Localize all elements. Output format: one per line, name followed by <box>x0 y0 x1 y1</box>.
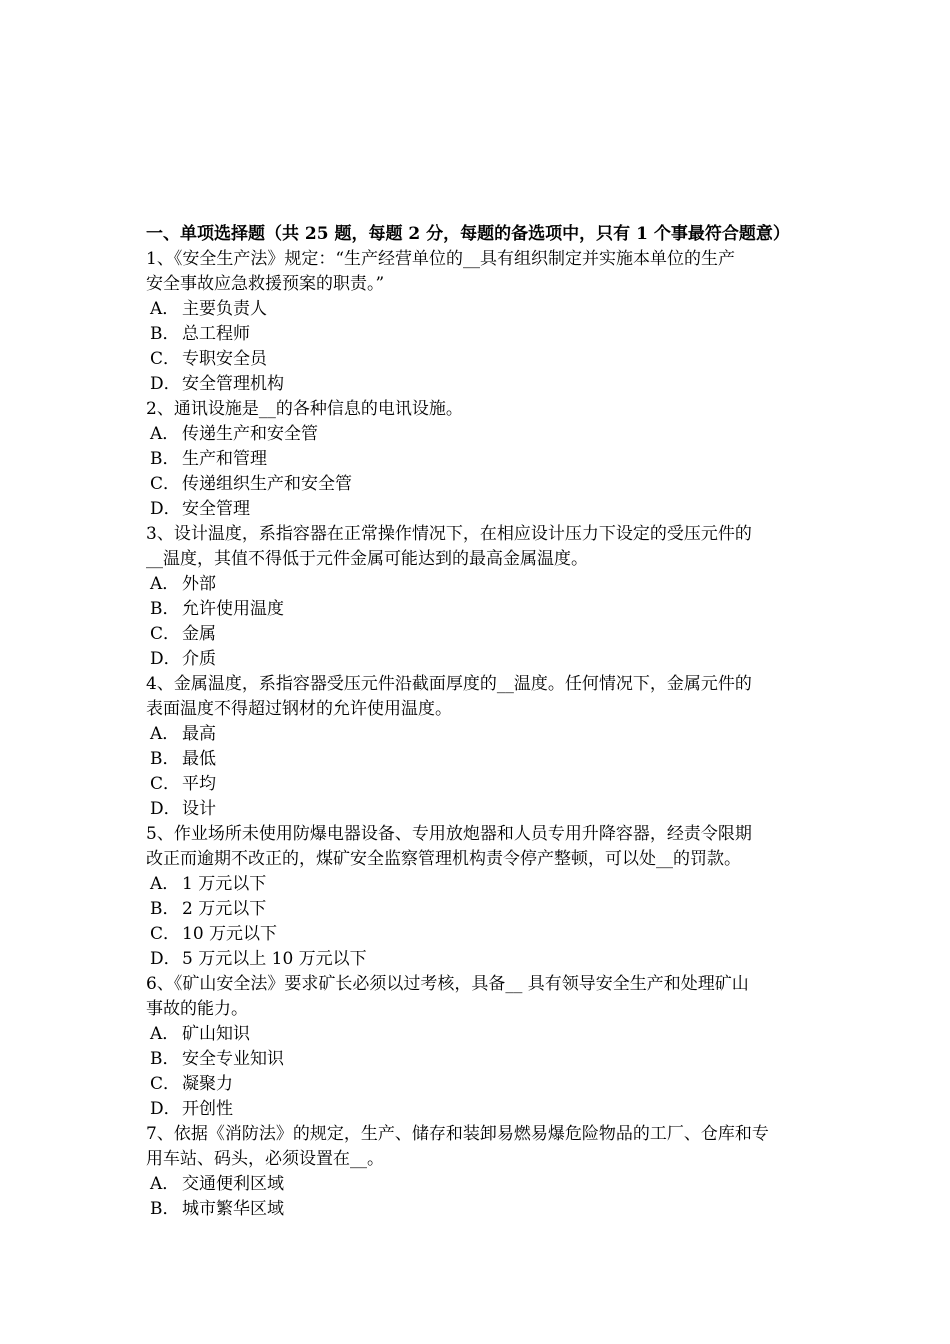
question-stem-line: 用车站、码头，必须设置在__。 <box>146 1149 384 1169</box>
option-text: 允许使用温度 <box>182 599 284 619</box>
option-letter: B． <box>150 1049 180 1069</box>
option-text: 凝聚力 <box>182 1074 233 1094</box>
answer-option <box>146 947 816 972</box>
answer-option <box>146 772 816 797</box>
question-block <box>146 972 816 1122</box>
answer-option <box>146 1022 816 1047</box>
question-block <box>146 822 816 972</box>
answer-option <box>146 572 816 597</box>
option-text: 开创性 <box>182 1099 233 1119</box>
question-stem-line: 2、通讯设施是__的各种信息的电讯设施。 <box>146 399 463 419</box>
option-letter: C． <box>150 1074 181 1094</box>
document-page <box>146 222 816 1222</box>
answer-option <box>146 747 816 772</box>
answer-option <box>146 472 816 497</box>
option-letter: B． <box>150 449 180 469</box>
option-text: 1 万元以下 <box>182 874 267 894</box>
option-text: 2 万元以下 <box>182 899 267 919</box>
option-text: 10 万元以下 <box>182 924 278 944</box>
section-title: 一、单项选择题（共 25 题，每题 2 分，每题的备选项中，只有 1 个事最符合题意） <box>146 224 790 244</box>
answer-option <box>146 1047 816 1072</box>
answer-option <box>146 297 816 322</box>
option-letter: D． <box>150 949 181 969</box>
option-letter: C． <box>150 924 181 944</box>
question-stem-line: __温度，其值不得低于元件金属可能达到的最高金属温度。 <box>146 549 588 569</box>
answer-option <box>146 1172 816 1197</box>
option-letter: D． <box>150 799 181 819</box>
option-letter: A． <box>150 724 180 744</box>
answer-option <box>146 597 816 622</box>
question-stem-line: 7、依据《消防法》的规定，生产、储存和装卸易燃易爆危险物品的工厂、仓库和专 <box>146 1124 769 1144</box>
option-text: 最低 <box>182 749 216 769</box>
option-text: 平均 <box>182 774 216 794</box>
option-letter: C． <box>150 774 181 794</box>
question-stem-line: 改正而逾期不改正的，煤矿安全监察管理机构责令停产整顿，可以处__的罚款。 <box>146 849 741 869</box>
option-text: 专职安全员 <box>182 349 267 369</box>
option-letter: B． <box>150 324 180 344</box>
answer-option <box>146 347 816 372</box>
option-text: 安全专业知识 <box>182 1049 284 1069</box>
option-letter: A． <box>150 874 180 894</box>
option-letter: D． <box>150 649 181 669</box>
question-list <box>146 247 816 1222</box>
option-letter: A． <box>150 424 180 444</box>
option-text: 传递生产和安全管 <box>182 424 318 444</box>
option-text: 介质 <box>182 649 216 669</box>
question-block <box>146 397 816 522</box>
question-stem-line: 1、《安全生产法》规定：“生产经营单位的__具有组织制定并实施本单位的生产 <box>146 249 736 269</box>
question-block <box>146 1122 816 1222</box>
option-letter: B． <box>150 749 180 769</box>
question-stem-line: 事故的能力。 <box>146 999 248 1019</box>
question-block <box>146 672 816 822</box>
question-stem-line: 安全事故应急救援预案的职责。” <box>146 274 385 294</box>
answer-option <box>146 647 816 672</box>
answer-option <box>146 922 816 947</box>
option-text: 总工程师 <box>182 324 250 344</box>
answer-option <box>146 722 816 747</box>
answer-option <box>146 422 816 447</box>
option-text: 最高 <box>182 724 216 744</box>
option-text: 城市繁华区域 <box>182 1199 284 1219</box>
answer-option <box>146 622 816 647</box>
answer-option <box>146 897 816 922</box>
question-stem-line: 3、设计温度，系指容器在正常操作情况下，在相应设计压力下设定的受压元件的 <box>146 524 752 544</box>
question-stem-line: 6、《矿山安全法》要求矿长必须以过考核，具备__ 具有领导安全生产和处理矿山 <box>146 974 749 994</box>
answer-option <box>146 322 816 347</box>
question-stem-line: 4、金属温度，系指容器受压元件沿截面厚度的__温度。任何情况下，金属元件的 <box>146 674 752 694</box>
answer-option <box>146 872 816 897</box>
option-letter: B． <box>150 1199 180 1219</box>
answer-option <box>146 1072 816 1097</box>
option-letter: B． <box>150 899 180 919</box>
option-text: 生产和管理 <box>182 449 267 469</box>
option-letter: D． <box>150 499 181 519</box>
question-block <box>146 522 816 672</box>
option-text: 5 万元以上 10 万元以下 <box>182 949 367 969</box>
option-letter: C． <box>150 349 181 369</box>
answer-option <box>146 1097 816 1122</box>
option-text: 设计 <box>182 799 216 819</box>
option-text: 安全管理机构 <box>182 374 284 394</box>
option-letter: D． <box>150 1099 181 1119</box>
option-text: 外部 <box>182 574 216 594</box>
option-letter: B． <box>150 599 180 619</box>
question-stem-line: 5、作业场所未使用防爆电器设备、专用放炮器和人员专用升降容器，经责令限期 <box>146 824 752 844</box>
question-block <box>146 247 816 397</box>
option-text: 金属 <box>182 624 216 644</box>
answer-option <box>146 1197 816 1222</box>
option-letter: A． <box>150 299 180 319</box>
option-letter: A． <box>150 574 180 594</box>
option-letter: A． <box>150 1024 180 1044</box>
answer-option <box>146 372 816 397</box>
option-letter: C． <box>150 474 181 494</box>
answer-option <box>146 797 816 822</box>
option-text: 传递组织生产和安全管 <box>182 474 352 494</box>
option-letter: D． <box>150 374 181 394</box>
question-stem-line: 表面温度不得超过钢材的允许使用温度。 <box>146 699 452 719</box>
answer-option <box>146 497 816 522</box>
option-text: 交通便利区域 <box>182 1174 284 1194</box>
option-text: 安全管理 <box>182 499 250 519</box>
option-letter: A． <box>150 1174 180 1194</box>
option-letter: C． <box>150 624 181 644</box>
answer-option <box>146 447 816 472</box>
option-text: 主要负责人 <box>182 299 267 319</box>
option-text: 矿山知识 <box>182 1024 250 1044</box>
